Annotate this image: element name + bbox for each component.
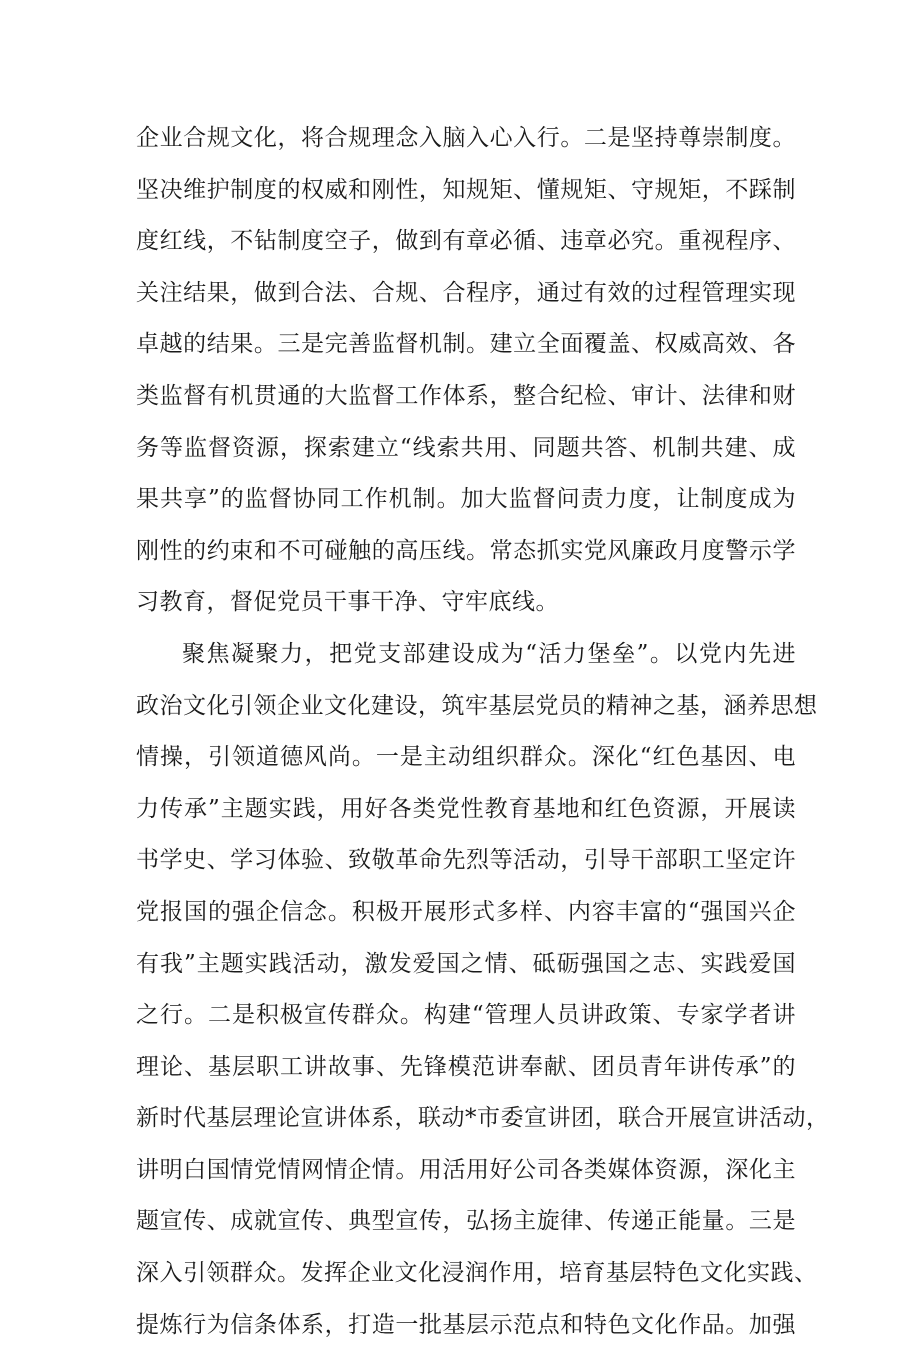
text-line: 关注结果，做到合法、合规、合程序，通过有效的过程管理实现: [136, 279, 796, 306]
body-text: [136, 113, 830, 1351]
text-line: 讲明白国情党情网情企情。用活用好公司各类媒体资源，深化主: [136, 1156, 796, 1183]
text-line: 聚焦凝聚力，把党支部建设成为“活力堡垒”。以党内先进: [182, 640, 796, 667]
text-line: 卓越的结果。三是完善监督机制。建立全面覆盖、权威高效、各: [136, 331, 796, 358]
text-line: 务等监督资源，探索建立“线索共用、同题共答、机制共建、成: [136, 434, 796, 461]
text-line: 力传承”主题实践，用好各类党性教育基地和红色资源，开展读: [136, 795, 796, 822]
text-line: 习教育，督促党员干事干净、守牢底线。: [136, 589, 559, 616]
text-line: 类监督有机贯通的大监督工作体系，整合纪检、审计、法律和财: [136, 382, 796, 409]
text-line: 新时代基层理论宣讲体系，联动*市委宣讲团，联合开展宣讲活动，: [136, 1105, 830, 1132]
text-line: 坚决维护制度的权威和刚性，知规矩、懂规矩、守规矩，不踩制: [136, 176, 796, 203]
text-line: 有我”主题实践活动，激发爱国之情、砥砺强国之志、实践爱国: [136, 950, 796, 977]
text-line: 题宣传、成就宣传、典型宣传，弘扬主旋律、传递正能量。三是: [136, 1208, 796, 1235]
text-line: 果共享”的监督协同工作机制。加大监督问责力度，让制度成为: [136, 486, 796, 513]
text-line: 刚性的约束和不可碰触的高压线。常态抓实党风廉政月度警示学: [136, 537, 796, 564]
paragraph: [136, 113, 796, 629]
text-line: 政治文化引领企业文化建设，筑牢基层党员的精神之基，涵养思想: [136, 692, 818, 719]
text-line: 党报国的强企信念。积极开展形式多样、内容丰富的“强国兴企: [136, 898, 796, 925]
text-line: 理论、基层职工讲故事、先锋模范讲奉献、团员青年讲传承”的: [136, 1053, 796, 1080]
text-line: 之行。二是积极宣传群众。构建“管理人员讲政策、专家学者讲: [136, 1002, 796, 1029]
text-line: 企业合规文化，将合规理念入脑入心入行。二是坚持尊崇制度。: [136, 125, 796, 151]
paragraph: [136, 629, 830, 1351]
text-line: 度红线，不钻制度空子，做到有章必循、违章必究。重视程序、: [136, 228, 796, 255]
text-line: 深入引领群众。发挥企业文化浸润作用，培育基层特色文化实践、: [136, 1260, 818, 1287]
text-line: 书学史、学习体验、致敬革命先烈等活动，引导干部职工坚定许: [136, 847, 796, 874]
text-line: 提炼行为信条体系，打造一批基层示范点和特色文化作品。加强: [136, 1311, 796, 1338]
text-line: 情操，引领道德风尚。一是主动组织群众。深化“红色基因、电: [136, 744, 796, 771]
